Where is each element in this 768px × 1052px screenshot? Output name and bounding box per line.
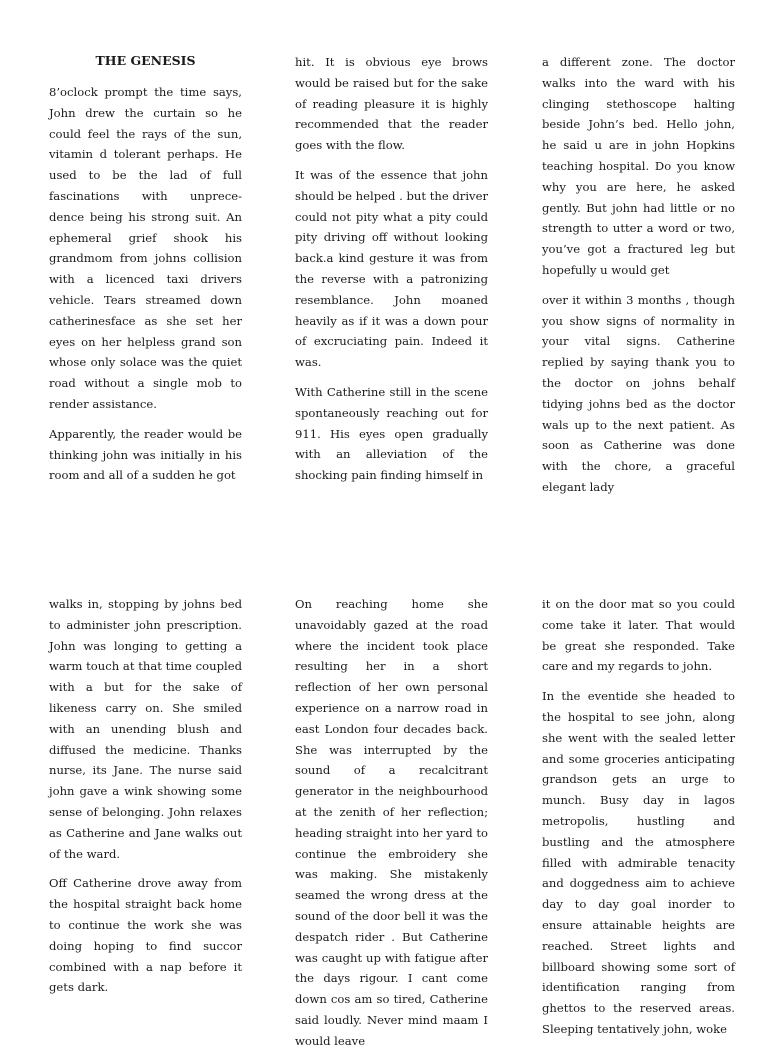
paragraph: it on the door mat so you could come take it later. That would be great she responded. Take care and my regards to john.: [542, 597, 735, 674]
document-title: THE GENESIS: [95, 53, 196, 68]
column-top-left: [49, 52, 242, 492]
column-top-right: [542, 52, 735, 492]
column-bottom-middle: [295, 594, 488, 1048]
column-bottom-left: [49, 594, 242, 1024]
column-top-middle: [295, 52, 488, 492]
paragraph: a different zone. The doctor walks into the ward with his clinging stethoscope halting beside John’s bed. Hello john, he said u are in john Hopkins teaching hospital. Do you know why you are here, he asked gently. But john had little or no strength to utter a word or two, you’ve got a fractured leg but hopefully u would get: [542, 55, 735, 277]
column-bottom-right: [542, 594, 735, 1036]
paragraph: hit. It is obvious eye brows would be raised but for the sake of reading pleasure it is highly recommended that the reader goes with the flow.: [295, 55, 488, 153]
paragraph: 8’oclock prompt the time says, John drew the curtain so he could feel the rays of the sun, vitamin d tolerant perhaps. He used to be the lad of full fascinations with unprece- dence being his strong suit. An ephemeral grief shook his grandmom from johns collision with a licenced taxi drivers vehicle. Tears streamed down catherinesface as she set her eyes on her helpless grand son whose only solace was the quiet road without a single mob to render assistance.: [49, 85, 242, 411]
paragraph: walks in, stopping by johns bed to administer john prescription. John was longing to getting a warm touch at that time coupled with a but for the sake of likeness carry on. She smiled with an unending blush and diffused the medicine. Thanks nurse, its Jane. The nurse said john gave a wink showing some sense of belonging. John relaxes as Catherine and Jane walks out of the ward.: [49, 597, 242, 861]
paragraph: On reaching home she unavoidably gazed at the road where the incident took place resulting her in a short reflection of her own personal experience on a narrow road in east London four decades back. She was interrupted by the sound of a recalcitrant generator in the neighbourhood at the zenith of her reflection; heading straight into her yard to continue the embroidery she was making. She mistakenly seamed the wrong dress at the sound of the door bell it was the despatch rider . But Catherine was caught up with fatigue after the days rigour. I cant come down cos am so tired, Catherine said loudly. Never mind maam I would leave: [295, 597, 488, 1048]
paragraph: In the eventide she headed to the hospital to see john, along she went with the sealed letter and some groceries anticipating grandson gets an urge to munch. Busy day in lagos metropolis, hustling and bustling and the atmosphere filled with admirable tenacity and doggedness aim to achieve day to day goal inorder to ensure attainable heights are reached. Street lights and billboard showing some sort of identification ranging from ghettos to the reserved areas. Sleeping tentatively john, woke: [542, 689, 735, 1036]
paragraph: Apparently, the reader would be thinking john was initially in his room and all of a sudden he got: [49, 426, 242, 483]
paragraph: It was of the essence that john should be helped . but the driver could not pity what a pity could pity driving off without looking back.a kind gesture it was from the reverse with a patronizing resemblance. John moaned heavily as if it was a down pour of excruciating pain. Indeed it was.: [295, 167, 488, 370]
paragraph: Off Catherine drove away from the hospital straight back home to continue the work she was doing hoping to find succor combined with a nap before it gets dark.: [49, 876, 242, 995]
paragraph: over it within 3 months , though you show signs of normality in your vital signs. Catherine replied by saying thank you to the doctor on johns behalf tidying johns bed as the doctor wals up to the next patient. As soon as Catherine was done with the chore, a graceful elegant lady: [542, 292, 735, 494]
paragraph: With Catherine still in the scene spontaneously reaching out for 911. His eyes open gradually with an alleviation of the shocking pain finding himself in: [295, 384, 488, 483]
